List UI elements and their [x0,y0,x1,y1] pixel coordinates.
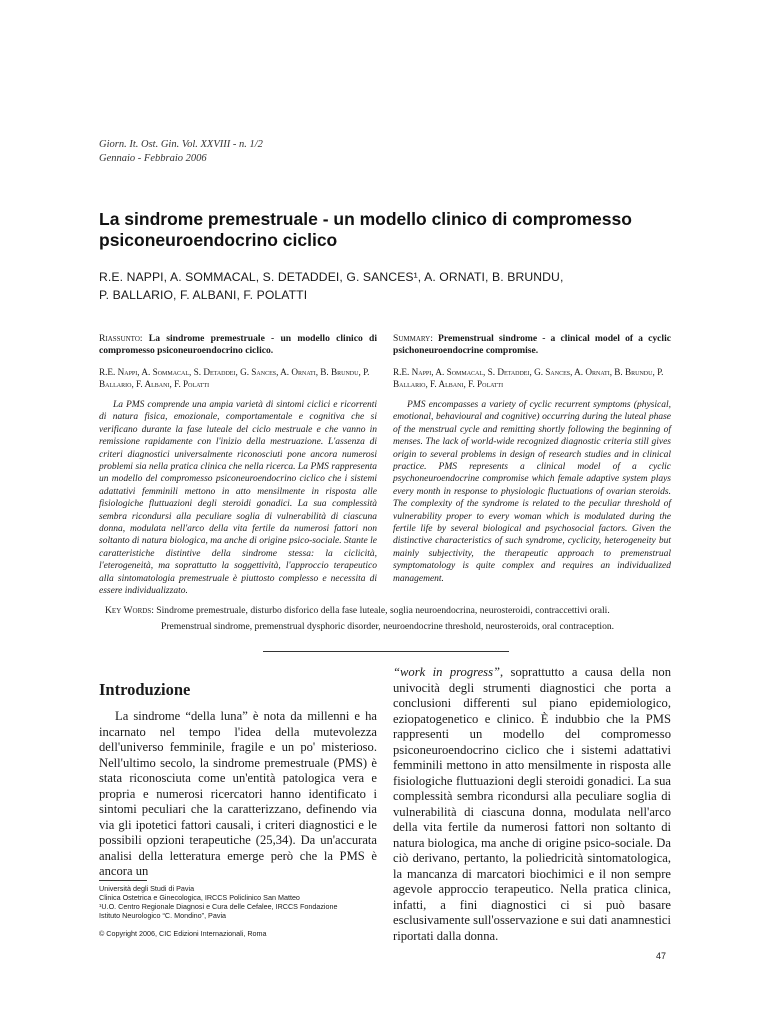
riassunto-label: Riassunto [99,333,140,344]
section-divider [263,651,509,652]
summary-title: Premenstrual sindrome - a clinical model of a cyclic psichoneuroendocrine compromise. [393,333,671,356]
key-words-english: Premenstrual sindrome, premenstrual dysphoric disorder, neuroendocrine threshold, neurosteroids, oral contraception. [161,621,615,632]
article-authors [99,268,659,304]
article-title: La sindrome premestruale - un modello clinico di compromesso psiconeuroendocrino ciclico [99,209,632,250]
footnotes [99,884,379,920]
authors-line-1: R.E. NAPPI, A. SOMMACAL, S. DETADDEI, G. SANCES¹, A. ORNATI, B. BRUNDU, [99,270,564,284]
footnote-clinic: Clinica Ostetrica e Ginecologica, IRCCS Policlinico San Matteo [99,893,300,902]
riassunto-authors: R.E. Nappi, A. Sommacal, S. Detaddei, G. Sances, A. Ornati, B. Brundu, P. Ballario, F. Albani, F. Polatti [99,367,370,389]
summary-heading: Summary: Premenstrual sindrome - a clinical model of a cyclic psichoneuroendocrine compromise. [393,333,671,356]
key-words-label: Key Words [105,605,152,616]
riassunto-title: La sindrome premestruale - un modello clinico di compromesso psiconeuroendocrino ciclico. [99,333,377,356]
work-in-progress-phrase: “work in progress” [393,665,500,679]
key-words-it-text: Sindrome premestruale, disturbo disforico della fase luteale, soglia neuroendocrina, neurosteroidi, contraccettivi orali. [156,605,610,616]
key-words [105,603,680,635]
intro-continued-text: , soprattutto a causa della non univocità degli strumenti diagnostici che porta a conclusioni differenti sul piano epidemiologico, eziopatogenetico e clinico. È indubbio che la PMS rappresenti un modello del compromesso psiconeuroendocrino ciclico che i sistemi adattativi femminili mettono in atto mensilmente in risposta alle fisiologiche fluttuazioni degli steroidi gonadici. La sua complessità sembra ricondursi alla peculiare soglia di vulnerabilità di ciascuna donna, modulata nell'arco della vita fertile da numerosi fattori non soltanto di natura biologica, ma anche di origine psico-sociale. Da ciò derivano, pertanto, la poliedricità sintomatologica, la mancanza di marcatori biochimici e il non sempre agevole approccio terapeutico. Nella pratica clinica, infatti, a fini diagnostici ci si può basare esclusivamente sull'osservazione e sui dati anamnestici riportati dalla donna. [393,665,672,943]
summary-body: PMS encompasses a variety of cyclic recurrent symptoms (physical, emotional, behavioural and cognitive) occurring during the luteal phase of the menstrual cycle and remitting shortly following the beginning of menses. The lack of world-wide recognized diagnostic criteria still gives origin to several problems in design of research studies and in clinical practice. PMS represents a clinical model of a cyclic psychoneuroendocrine compromise which female adaptive system plays every month in response to physiologic fluctuations of ovarian steroids. The complexity of the syndrome is related to the peculiar threshold of vulnerability proper to every woman which is modulated during the fertile life by several biological and psychosocial factors. Given the distinctive characteristics of such syndrome, cyclicity, heterogeneity but mainly subjectivity, the therapeutic approach to premenstrual symptomatology is quite complex and requires an individualized management. [393,400,671,584]
journal-volume: Giorn. It. Ost. Gin. Vol. XXVIII - n. 1/2 [99,139,263,150]
intro-body: La sindrome “della luna” è nota da millenni e ha incarnato nel tempo l'idea della mutevolezza dell'universo femminile, fragile e un po' misterioso. Nell'ultimo secolo, la sindrome premestruale (PMS) è stata riconosciuta come un'entità patologica vera e propria e numerosi ricercatori hanno identificato i sintomi peculiari che la caratterizzano, definendo via via gli ipotetici fattori causali, i criteri diagnostici e le possibili opzioni terapeutiche (25,34). Da un'accurata analisi della letteratura emerge però che la PMS è ancora un [99,709,377,878]
intro-continued [393,665,671,944]
key-words-italian: Key Words: Sindrome premestruale, disturbo disforico della fase luteale, soglia neuroendocrina, neurosteroidi, contraccettivi orali. [105,605,610,616]
riassunto-heading: Riassunto: La sindrome premestruale - un modello clinico di compromesso psiconeuroendocrino ciclico. [99,333,377,356]
footnote-center: ¹U.O. Centro Regionale Diagnosi e Cura delle Cefalee, IRCCS Fondazione [99,902,338,911]
footnote-institute: Istituto Neurologico “C. Mondino”, Pavia [99,911,227,920]
summary-authors: R.E. Nappi, A. Sommacal, S. Detaddei, G. Sances, A. Ornati, B. Brundu, P. Ballario, F. Albani, F. Polatti [393,367,664,389]
intro-heading: Introduzione [99,680,191,699]
copyright: © Copyright 2006, CIC Edizioni Internazionali, Roma [99,929,267,938]
journal-citation [99,138,263,166]
footnote-divider [99,880,147,881]
page-number: 47 [656,951,667,961]
authors-line-2: P. BALLARIO, F. ALBANI, F. POLATTI [99,288,308,302]
riassunto-body: La PMS comprende una ampia varietà di sintomi ciclici e ricorrenti di natura fisica, emozionale, comportamentale e cognitiva che si verificano durante la fase luteale del ciclo mestruale e che vanno in remissione rapidamente con l'inizio della mestruazione. L'assenza di criteri diagnostici universalmente riconosciuti pone ancora numerosi problemi sia nella pratica clinica che nella ricerca. La PMS rappresenta un modello del compromesso psiconeuroendocrino ciclico che i sistemi adattativi femminili mettono in atto mensilmente in risposta alle fisiologiche fluttuazioni degli steroidi gonadici. La sua complessità sembra ricondursi alla peculiare soglia di vulnerabilità di ciascuna donna, modulata nell'arco della vita fertile da numerosi fattori non soltanto di natura biologica, ma anche di origine psico-sociale. Stante le caratteristiche distintive della sindrome stessa: la ciclicità, l'eterogeneità, ma soprattutto la soggettività, l'approccio terapeutico alla sintomatologia premestruale è piuttosto complesso e necessita di essere individualizzato. [99,400,377,597]
summary-label: Summary [393,333,431,344]
journal-date: Gennaio - Febbraio 2006 [99,153,207,164]
footnote-university: Università degli Studi di Pavia [99,884,195,893]
